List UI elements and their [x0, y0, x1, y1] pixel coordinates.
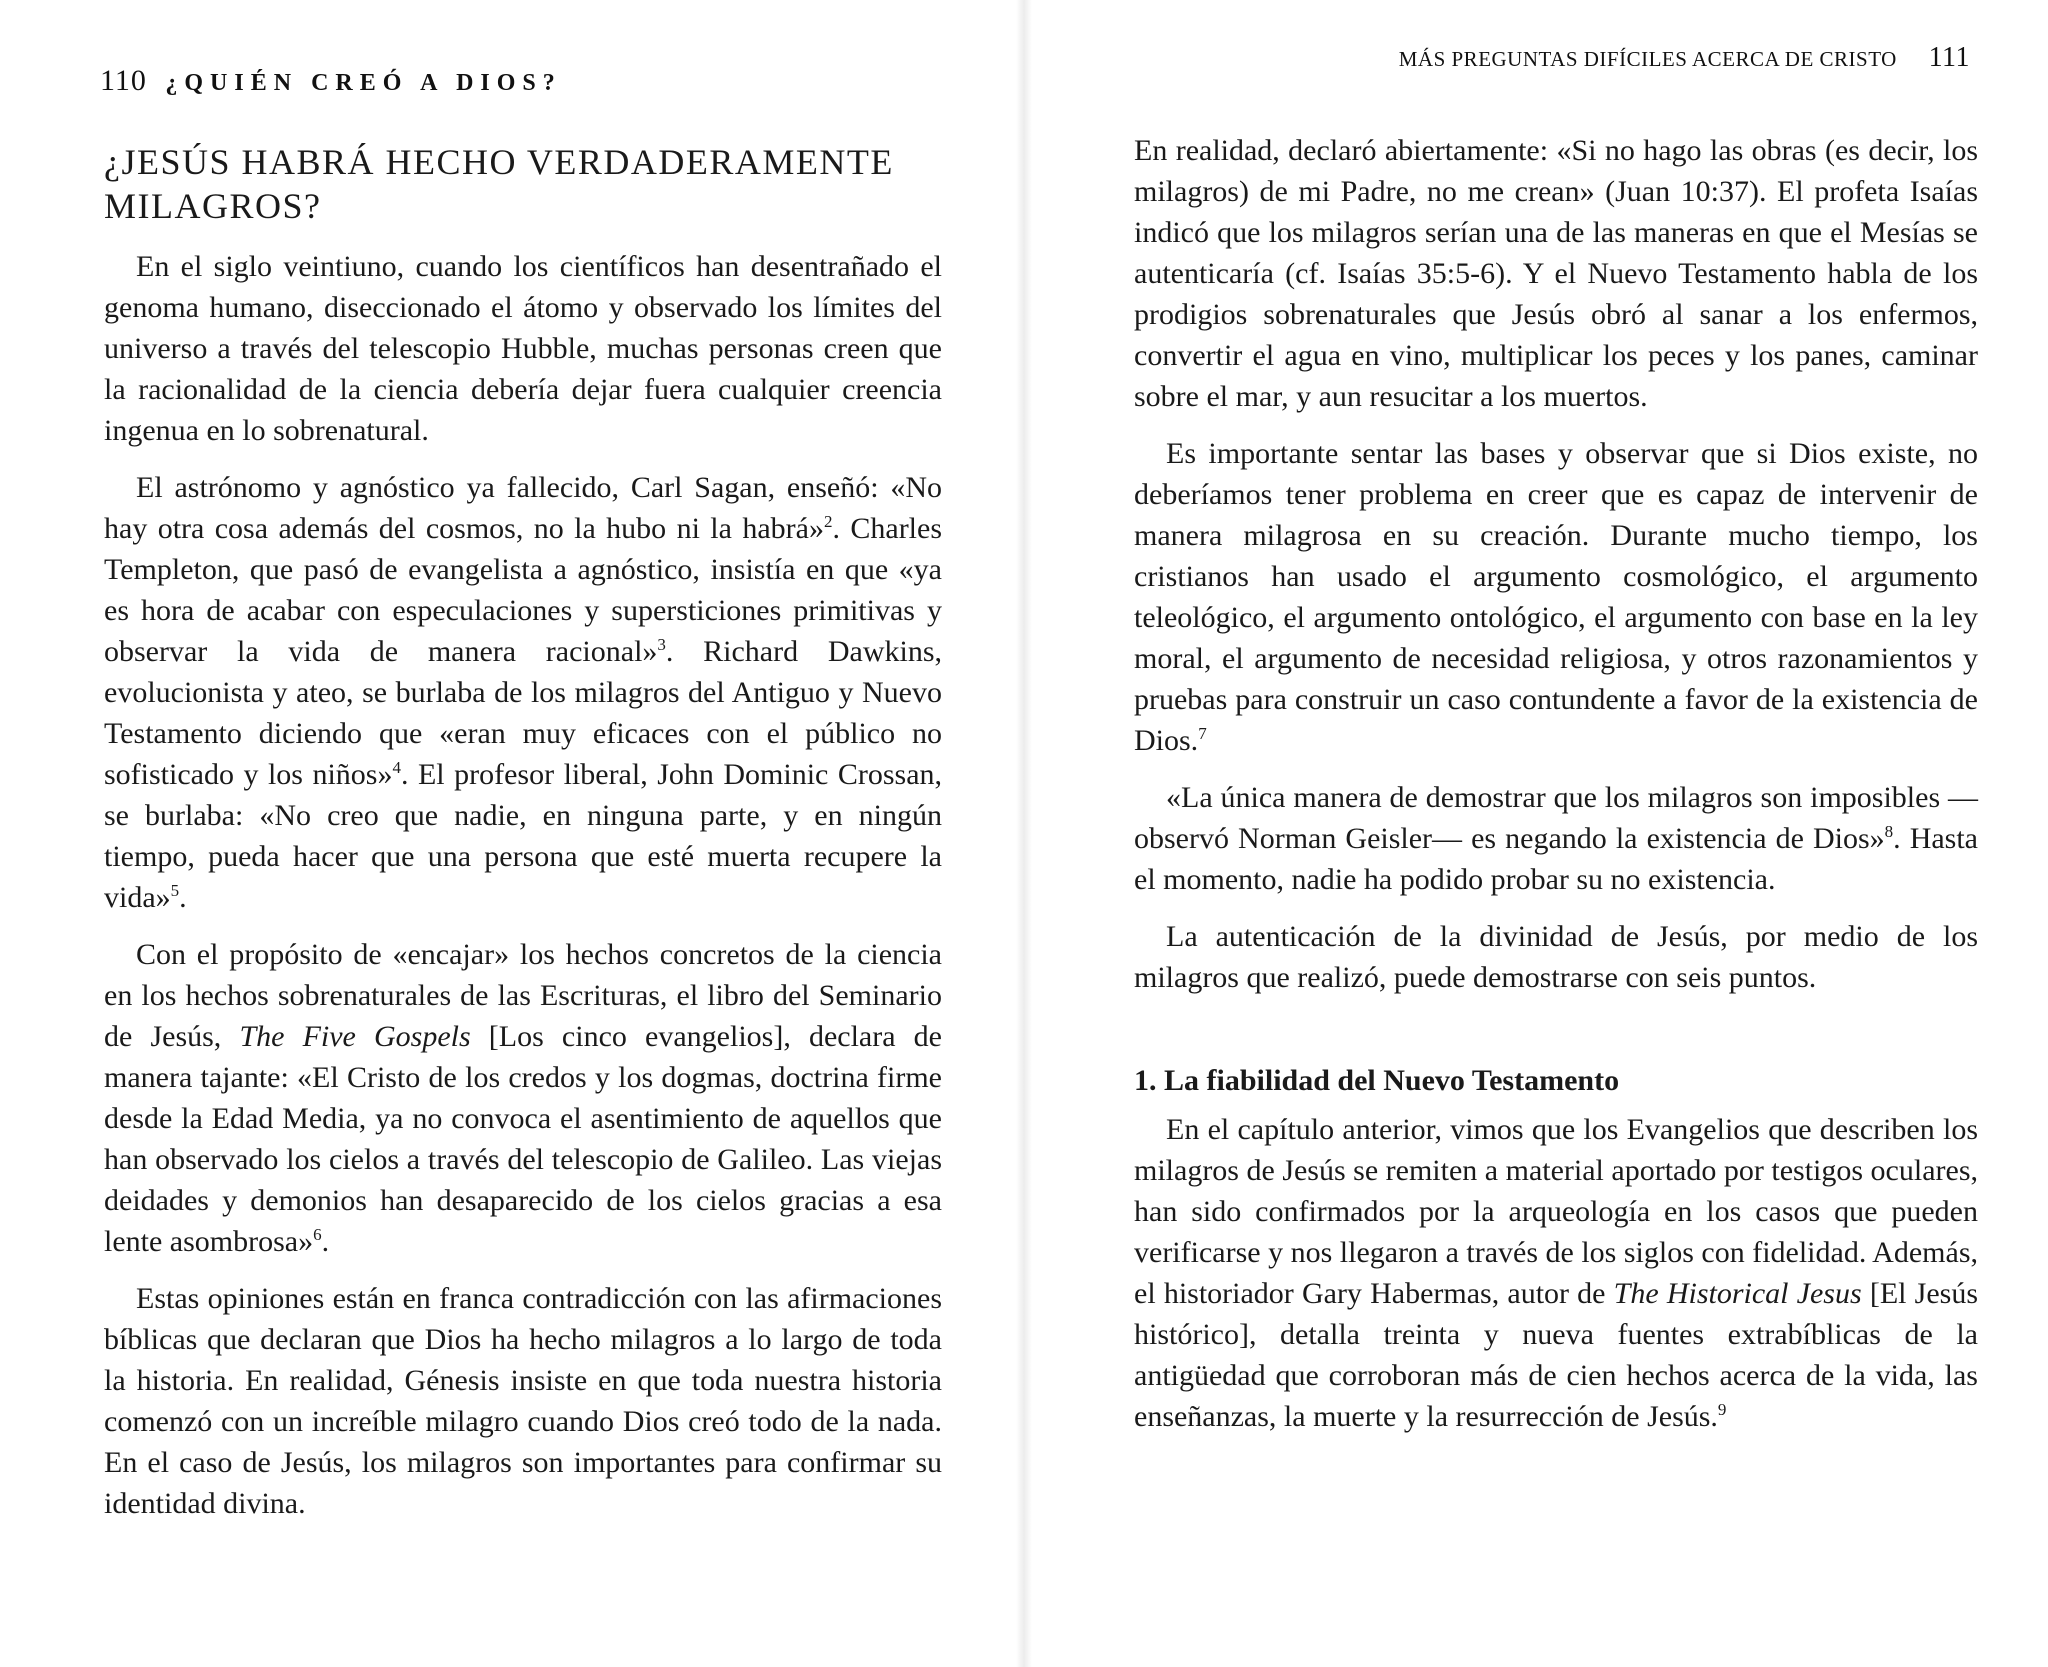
paragraph-skeptic-quotes	[104, 467, 942, 918]
footnote-ref-4: 4	[392, 758, 401, 777]
right-running-head	[1399, 42, 1970, 74]
book-title-italic: The Historical Jesus	[1613, 1277, 1862, 1310]
paragraph-biblical-claims: Estas opiniones están en franca contradicción con las afirmaciones bíblicas que declaran que Dios ha hecho milagros a lo largo de toda la historia. En realidad, Génesis insiste en que toda nuestra historia comenzó con un increíble milagro cuando Dios creó todo de la nada. En el caso de Jesús, los milagros son importantes para confirmar su identidad divina.	[104, 1282, 942, 1520]
left-column	[104, 140, 942, 1540]
paragraph-science-rationality: En el siglo veintiuno, cuando los científicos han desentrañado el genoma humano, diseccionado el átomo y observado los límites del universo a través del telescopio Hubble, muchas personas creen que la racionalidad de la ciencia debería dejar fuera cualquier creencia ingenua en lo sobrenatural.	[104, 250, 942, 447]
paragraph-previous-chapter	[1134, 1109, 1978, 1437]
book-title-running-head: ¿QUIÉN CREÓ A DIOS?	[165, 70, 562, 96]
page-number-right: 111	[1928, 42, 1970, 73]
paragraph-jesus-seminar	[104, 934, 942, 1262]
paragraph-god-exists	[1134, 433, 1978, 761]
footnote-ref-9: 9	[1717, 1400, 1727, 1419]
text-run: [El Jesús histórico], detalla treinta y nueva fuentes extrabíblicas de la antigüedad que corroboran más de cien hechos acerca de la vida, las enseñanzas, la muerte y la resurrección de Jesús.	[1134, 1277, 1978, 1433]
text-run: Es importante sentar las bases y observar que si Dios existe, no deberíamos tener problema en creer que es capaz de intervenir de manera milagrosa en su creación. Durante mucho tiempo, los cristianos han usado el argumento cosmológico, el argumento teleológico, el argumento ontológico, el argumento con base en la ley moral, el argumento de necesidad religiosa, y otros razonamientos y pruebas para construir un caso contundente a favor de la existencia de Dios.	[1134, 437, 1978, 757]
footnote-ref-7: 7	[1198, 724, 1207, 743]
left-running-head	[100, 64, 562, 98]
section-title: ¿JESÚS HABRÁ HECHO VERDADERAMENTE MILAGROS?	[104, 142, 894, 226]
right-column	[1134, 130, 1978, 1453]
subheading-reliability: 1. La fiabilidad del Nuevo Testamento	[1134, 1064, 1620, 1097]
footnote-ref-8: 8	[1884, 822, 1894, 841]
book-title-italic: The Five Gospels	[239, 1020, 471, 1053]
text-run: [Los cinco evangelios], declara de manera tajante: «El Cristo de los credos y los dogmas, doctrina firme desde la Edad Media, ya no convoca el asentimiento de aquellos que han observado los cielos a través del telescopio de Galileo. Las viejas deidades y demonios han desaparecido de los cielos gracias a esa lente asombrosa»	[104, 1020, 942, 1258]
paragraph-jesus-declared: En realidad, declaró abiertamente: «Si no hago las obras (es decir, los milagros) de mi Padre, no me crean» (Juan 10:37). El profeta Isaías indicó que los milagros serían una de las maneras en que el Mesías se autenticaría (cf. Isaías 35:5-6). Y el Nuevo Testamento habla de los prodigios sobrenaturales que Jesús obró al sanar a los enfermos, convertir el agua en vino, multiplicar los peces y los panes, caminar sobre el mar, y aun resucitar a los muertos.	[1134, 134, 1978, 413]
text-run: . Richard Dawkins, evolucionista y ateo, se burlaba de los milagros del Antiguo y Nuevo Testamento diciendo que «eran muy eficaces con el público no sofisticado y los niños»	[104, 635, 942, 791]
chapter-title-running-head: MÁS PREGUNTAS DIFÍCILES ACERCA DE CRISTO	[1398, 47, 1897, 71]
text-run: .	[179, 881, 187, 914]
page-number-left: 110	[100, 64, 147, 97]
text-run: El astrónomo y agnóstico ya fallecido, Carl Sagan, enseñó: «No hay otra cosa además del cosmos, no la hubo ni la habrá»	[104, 471, 942, 545]
text-run: Con el propósito de «encajar» los hechos concretos de la ciencia en los hechos sobrenaturales de las Escrituras, el libro del Seminario de Jesús,	[104, 938, 942, 1053]
paragraph-geisler-quote	[1134, 777, 1978, 900]
footnote-ref-2: 2	[823, 512, 833, 531]
footnote-ref-5: 5	[170, 881, 180, 900]
text-run: . El profesor liberal, John Dominic Crossan, se burlaba: «No creo que nadie, en ninguna parte, y en ningún tiempo, pueda hacer que una persona que esté muerta recupere la vida»	[104, 758, 943, 914]
footnote-ref-3: 3	[657, 635, 666, 654]
text-run: «La única manera de demostrar que los milagros son imposibles —observó Norman Geisler— es negando la existencia de Dios»	[1134, 781, 1978, 855]
paragraph-six-points: La autenticación de la divinidad de Jesús, por medio de los milagros que realizó, puede demostrarse con seis puntos.	[1134, 920, 1978, 994]
footnote-ref-6: 6	[313, 1225, 322, 1244]
text-run: En el capítulo anterior, vimos que los Evangelios que describen los milagros de Jesús se remiten a material aportado por testigos oculares, han sido confirmados por la arqueología en los casos que pueden verificarse y nos llegaron a través de los siglos con fidelidad. Además, el historiador Gary Habermas, autor de	[1134, 1113, 1978, 1310]
right-page	[1024, 0, 2048, 1667]
text-run: . Hasta el momento, nadie ha podido probar su no existencia.	[1134, 822, 1978, 896]
text-run: .	[321, 1225, 330, 1258]
text-run: . Charles Templeton, que pasó de evangelista a agnóstico, insistía en que «ya es hora de acabar con especulaciones y supersticiones primitivas y observar la vida de manera racional»	[104, 512, 943, 668]
